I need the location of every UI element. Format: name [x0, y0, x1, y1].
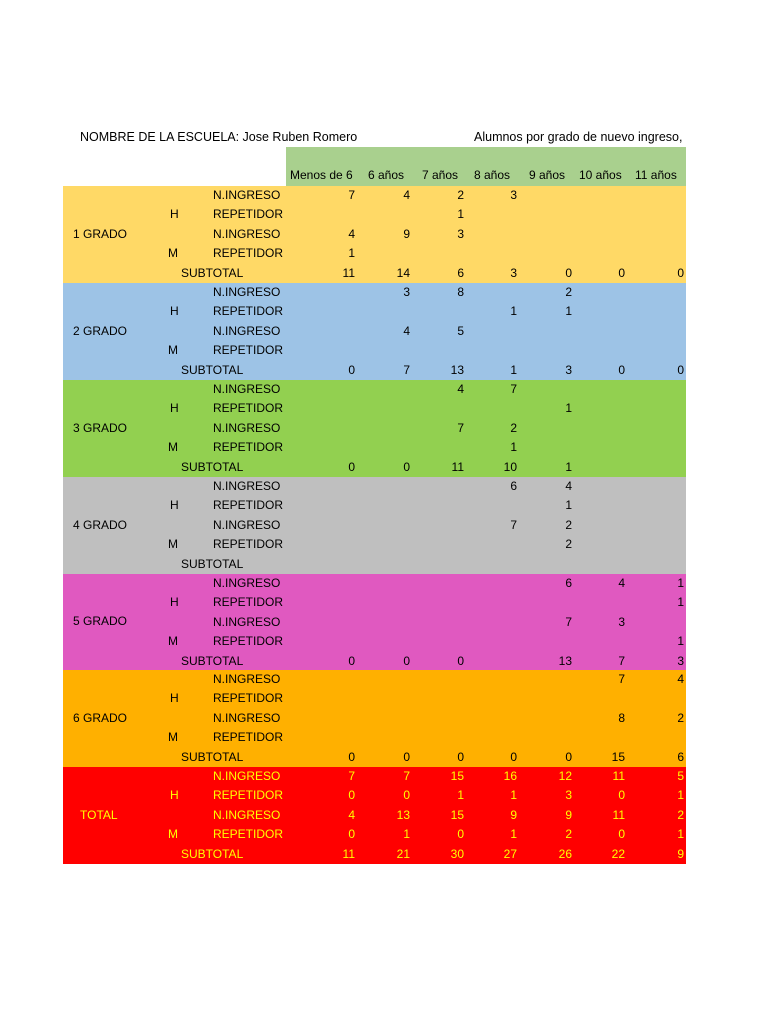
gender-m-label: M [168, 730, 178, 745]
value-cell: 0 [618, 827, 625, 842]
value-cell: 0 [457, 749, 464, 764]
row-type-label: REPETIDOR [213, 827, 284, 842]
grade-name: 2 GRADO [73, 323, 128, 338]
value-cell: 30 [450, 846, 464, 861]
value-cell: 1 [457, 207, 464, 222]
value-cell: 1 [677, 827, 684, 842]
value-cell: 4 [348, 807, 355, 822]
value-cell: 0 [457, 827, 464, 842]
row-type-label: N.INGRESO [213, 576, 281, 590]
value-cell: 1 [565, 459, 572, 474]
value-cell: 1 [677, 634, 684, 649]
value-cell: 14 [396, 265, 410, 280]
table-row [63, 458, 686, 477]
value-cell: 2 [565, 827, 572, 842]
value-cell: 4 [403, 323, 410, 338]
value-cell: 2 [677, 710, 684, 725]
gender-h-label: H [170, 595, 179, 610]
value-cell: 9 [565, 807, 572, 822]
grade-name: TOTAL [80, 807, 118, 822]
value-cell: 2 [457, 188, 464, 202]
value-cell: 0 [348, 788, 355, 803]
table-row [63, 302, 686, 321]
value-cell: 5 [677, 769, 684, 783]
value-cell: 8 [618, 710, 625, 725]
column-header: Menos de 6 [290, 168, 353, 182]
table-row [63, 283, 686, 302]
gender-m-label: M [168, 537, 178, 552]
row-type-label: N.INGRESO [213, 807, 281, 822]
value-cell: 7 [403, 769, 410, 783]
row-type-label: SUBTOTAL [181, 459, 244, 474]
value-cell: 0 [457, 653, 464, 668]
row-type-label: SUBTOTAL [181, 265, 244, 280]
value-cell: 6 [565, 576, 572, 590]
value-cell: 0 [403, 788, 410, 803]
value-cell: 2 [565, 537, 572, 552]
value-cell: 13 [450, 362, 464, 377]
value-cell: 3 [565, 788, 572, 803]
value-cell: 11 [342, 265, 355, 280]
value-cell: 2 [565, 517, 572, 532]
grade-name: 4 GRADO [73, 517, 128, 532]
table-row [63, 477, 686, 496]
row-type-label: REPETIDOR [213, 304, 284, 319]
grade-name: 6 GRADO [73, 710, 128, 725]
value-cell: 9 [510, 807, 517, 822]
value-cell: 4 [565, 479, 572, 493]
row-type-label: SUBTOTAL [181, 846, 244, 861]
column-header: 7 años [422, 168, 459, 182]
report-title: Alumnos por grado de nuevo ingreso, [474, 130, 683, 144]
value-cell: 0 [348, 653, 355, 668]
table-row [63, 593, 686, 612]
table-row [63, 496, 686, 515]
value-cell: 4 [457, 382, 464, 396]
table-row [63, 806, 686, 825]
table-row [63, 786, 686, 805]
row-type-label: N.INGRESO [213, 672, 281, 686]
value-cell: 0 [677, 265, 684, 280]
value-cell: 11 [612, 769, 625, 783]
row-type-label: SUBTOTAL [181, 749, 244, 764]
value-cell: 6 [510, 479, 517, 493]
grade-section [63, 574, 686, 670]
row-type-label: REPETIDOR [213, 691, 284, 706]
row-type-label: SUBTOTAL [181, 653, 244, 668]
value-cell: 22 [611, 846, 625, 861]
grade-section [63, 186, 686, 283]
table-row [63, 205, 686, 224]
row-type-label: SUBTOTAL [181, 556, 244, 571]
row-type-label: N.INGRESO [213, 226, 281, 241]
row-type-label: REPETIDOR [213, 537, 284, 552]
value-cell: 3 [677, 653, 684, 668]
gender-h-label: H [170, 691, 179, 706]
value-cell: 1 [510, 440, 517, 455]
value-cell: 1 [510, 788, 517, 803]
row-type-label: REPETIDOR [213, 634, 284, 649]
row-type-label: N.INGRESO [213, 769, 281, 783]
grade-section [63, 380, 686, 477]
gender-h-label: H [170, 401, 179, 416]
grade-section [63, 283, 686, 380]
row-type-label: REPETIDOR [213, 246, 284, 261]
table-row [63, 574, 686, 593]
value-cell: 0 [510, 749, 517, 764]
value-cell: 3 [457, 226, 464, 241]
table-row [63, 689, 686, 708]
value-cell: 0 [403, 749, 410, 764]
value-cell: 1 [677, 576, 684, 590]
value-cell: 0 [618, 362, 625, 377]
value-cell: 0 [618, 265, 625, 280]
grade-name: 5 GRADO [73, 614, 128, 628]
row-type-label: N.INGRESO [213, 285, 281, 299]
table-row [63, 652, 686, 671]
column-header: 11 años [635, 168, 677, 182]
table-row [63, 728, 686, 747]
value-cell: 7 [348, 188, 355, 202]
table-row [63, 244, 686, 263]
value-cell: 7 [348, 769, 355, 783]
column-header: 6 años [368, 168, 405, 182]
table-row [63, 380, 686, 399]
table-row [63, 632, 686, 651]
value-cell: 4 [677, 672, 684, 686]
value-cell: 16 [503, 769, 517, 783]
table-row [63, 419, 686, 438]
value-cell: 15 [450, 769, 464, 783]
value-cell: 0 [677, 362, 684, 377]
table-row [63, 670, 686, 689]
row-type-label: REPETIDOR [213, 788, 284, 803]
gender-h-label: H [170, 498, 179, 513]
value-cell: 7 [618, 672, 625, 686]
value-cell: 1 [510, 304, 517, 319]
value-cell: 10 [503, 459, 517, 474]
row-type-label: REPETIDOR [213, 730, 284, 745]
value-cell: 6 [677, 749, 684, 764]
value-cell: 7 [510, 517, 517, 532]
value-cell: 6 [457, 265, 464, 280]
table-row [63, 709, 686, 728]
value-cell: 5 [457, 323, 464, 338]
value-cell: 11 [612, 807, 625, 822]
value-cell: 8 [457, 285, 464, 299]
value-cell: 1 [677, 788, 684, 803]
gender-h-label: H [170, 788, 179, 803]
value-cell: 15 [611, 749, 625, 764]
value-cell: 11 [451, 459, 464, 474]
value-cell: 1 [565, 498, 572, 513]
table-row [63, 555, 686, 574]
column-header: 8 años [474, 168, 511, 182]
value-cell: 0 [565, 265, 572, 280]
grade-section [63, 767, 686, 864]
value-cell: 13 [558, 653, 572, 668]
value-cell: 1 [510, 827, 517, 842]
value-cell: 3 [403, 285, 410, 299]
value-cell: 12 [558, 769, 572, 783]
value-cell: 7 [403, 362, 410, 377]
value-cell: 27 [503, 846, 517, 861]
table-row [63, 341, 686, 360]
grade-name: 3 GRADO [73, 420, 128, 435]
gender-m-label: M [168, 634, 178, 649]
value-cell: 7 [510, 382, 517, 396]
value-cell: 3 [510, 265, 517, 280]
row-type-label: N.INGRESO [213, 614, 281, 629]
row-type-label: N.INGRESO [213, 382, 281, 396]
row-type-label: REPETIDOR [213, 343, 284, 358]
table-row [63, 748, 686, 767]
column-header: 9 años [529, 168, 566, 182]
grade-section [63, 477, 686, 574]
value-cell: 4 [618, 576, 625, 590]
row-type-label: REPETIDOR [213, 401, 284, 416]
table-row [63, 399, 686, 418]
value-cell: 2 [565, 285, 572, 299]
value-cell: 0 [403, 653, 410, 668]
value-cell: 0 [618, 788, 625, 803]
gender-m-label: M [168, 827, 178, 842]
value-cell: 3 [618, 614, 625, 629]
value-cell: 1 [510, 362, 517, 377]
row-type-label: N.INGRESO [213, 479, 281, 493]
table-row [63, 535, 686, 554]
value-cell: 3 [565, 362, 572, 377]
value-cell: 0 [348, 362, 355, 377]
table-row [63, 516, 686, 535]
table-row [63, 264, 686, 283]
value-cell: 9 [677, 846, 684, 861]
table-row [63, 845, 686, 864]
value-cell: 21 [396, 846, 410, 861]
row-type-label: REPETIDOR [213, 498, 284, 513]
value-cell: 2 [510, 420, 517, 435]
table-row [63, 767, 686, 786]
value-cell: 4 [403, 188, 410, 202]
gender-m-label: M [168, 440, 178, 455]
table-row [63, 186, 686, 205]
gender-m-label: M [168, 246, 178, 261]
table-row [63, 825, 686, 844]
value-cell: 7 [457, 420, 464, 435]
gender-h-label: H [170, 207, 179, 222]
table-row [63, 438, 686, 457]
row-type-label: REPETIDOR [213, 595, 284, 610]
row-type-label: REPETIDOR [213, 440, 284, 455]
grade-section [63, 670, 686, 767]
value-cell: 13 [396, 807, 410, 822]
school-name-label: NOMBRE DE LA ESCUELA: Jose Ruben Romero [80, 130, 358, 144]
value-cell: 0 [348, 459, 355, 474]
value-cell: 1 [677, 595, 684, 610]
grade-name: 1 GRADO [73, 226, 128, 241]
value-cell: 26 [558, 846, 572, 861]
row-type-label: REPETIDOR [213, 207, 284, 222]
row-type-label: N.INGRESO [213, 420, 281, 435]
row-type-label: N.INGRESO [213, 710, 281, 725]
table-row [63, 322, 686, 341]
value-cell: 0 [348, 749, 355, 764]
value-cell: 0 [348, 827, 355, 842]
value-cell: 1 [403, 827, 410, 842]
value-cell: 2 [677, 807, 684, 822]
value-cell: 1 [457, 788, 464, 803]
value-cell: 15 [450, 807, 464, 822]
row-type-label: SUBTOTAL [181, 362, 244, 377]
value-cell: 1 [565, 401, 572, 416]
table-row [63, 225, 686, 244]
value-cell: 1 [565, 304, 572, 319]
table-row [63, 613, 686, 632]
value-cell: 7 [565, 614, 572, 629]
value-cell: 3 [510, 188, 517, 202]
value-cell: 4 [348, 226, 355, 241]
column-header: 10 años [579, 168, 622, 182]
value-cell: 0 [403, 459, 410, 474]
value-cell: 7 [618, 653, 625, 668]
value-cell: 11 [342, 846, 355, 861]
gender-h-label: H [170, 304, 179, 319]
value-cell: 9 [403, 226, 410, 241]
row-type-label: N.INGRESO [213, 517, 281, 532]
value-cell: 1 [348, 246, 355, 261]
row-type-label: N.INGRESO [213, 188, 281, 202]
row-type-label: N.INGRESO [213, 323, 281, 338]
table-row [63, 361, 686, 380]
gender-m-label: M [168, 343, 178, 358]
value-cell: 0 [565, 749, 572, 764]
